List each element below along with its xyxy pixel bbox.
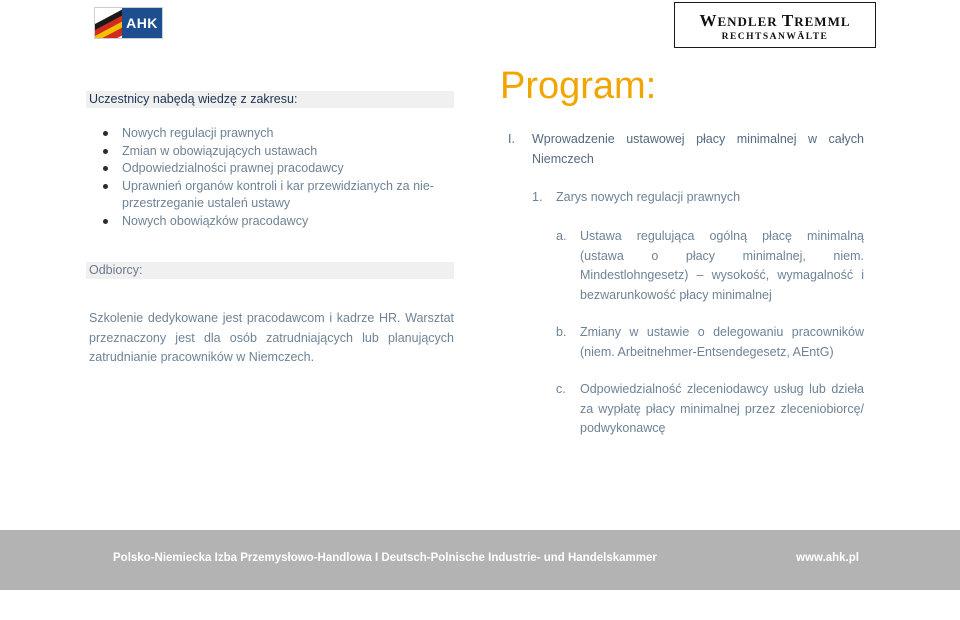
item-text: Zmiany w ustawie o delegowaniu pracowników (niem. Arbeitnehmer-Entsendegesetz, AEntG) [580,325,864,359]
program-item [556,323,864,362]
program-item [556,227,864,305]
list-item: Uprawnień organów kontroli i kar przewidzianych za nie-przestrzeganie ustaleń ustawy [100,178,460,213]
footer-organization: Polsko-Niemiecka Izba Przemysłowo-Handlowa I Deutsch-Polnische Industrie- und Handelskammer [113,552,657,564]
subsection-title: Zarys nowych regulacji prawnych [556,190,741,204]
item-text: Ustawa regulująca ogólną płacę minimalną (ustawa o płacy minimalnej, niem. Mindestlohngesetz) – wysokość, wymagalność i bezwarunkowość płacy minimalnej [580,229,864,302]
section-title: Wprowadzenie ustawowej płacy minimalnej w całych Niemczech [532,132,864,166]
law-firm-name: WENDLER TREMML [699,11,851,30]
section-number: I. [508,132,515,146]
item-marker: a. [556,229,567,243]
list-item: Zmian w obowiązujących ustawach [100,143,460,161]
list-item: Nowych regulacji prawnych [100,125,460,143]
footer [0,530,960,590]
footer-website-link[interactable]: www.ahk.pl [796,552,859,564]
subsection-number: 1. [532,190,543,204]
program-title: Program: [500,65,657,107]
participants-heading: Uczestnicy nabędą wiedzę z zakresu: [86,91,454,108]
program-section [508,130,864,169]
list-item: Nowych obowiązków pracodawcy [100,213,460,231]
program-subsection [532,188,864,208]
flag-icon [95,8,122,38]
item-marker: c. [556,382,566,396]
item-marker: b. [556,325,567,339]
program-item [556,380,864,439]
ahk-logo [94,7,163,39]
law-firm-subtitle: RECHTSANWÄLTE [721,32,829,42]
audience-text: Szkolenie dedykowane jest pracodawcom i kadrze HR. Warsztat przeznaczony jest dla osób zatrudniających lub planujących zatrudnianie pracowników w Niemczech. [89,311,454,364]
item-text: Odpowiedzialność zleceniodawcy usług lub dzieła za wypłatę płacy minimalnej przez zleceniobiorcę/ podwykonawcę [580,382,864,435]
participants-list [100,125,460,231]
law-firm-logo [674,2,876,48]
ahk-logo-text: AHK [122,8,162,38]
audience-heading: Odbiorcy: [86,262,454,279]
list-item: Odpowiedzialności prawnej pracodawcy [100,160,460,178]
